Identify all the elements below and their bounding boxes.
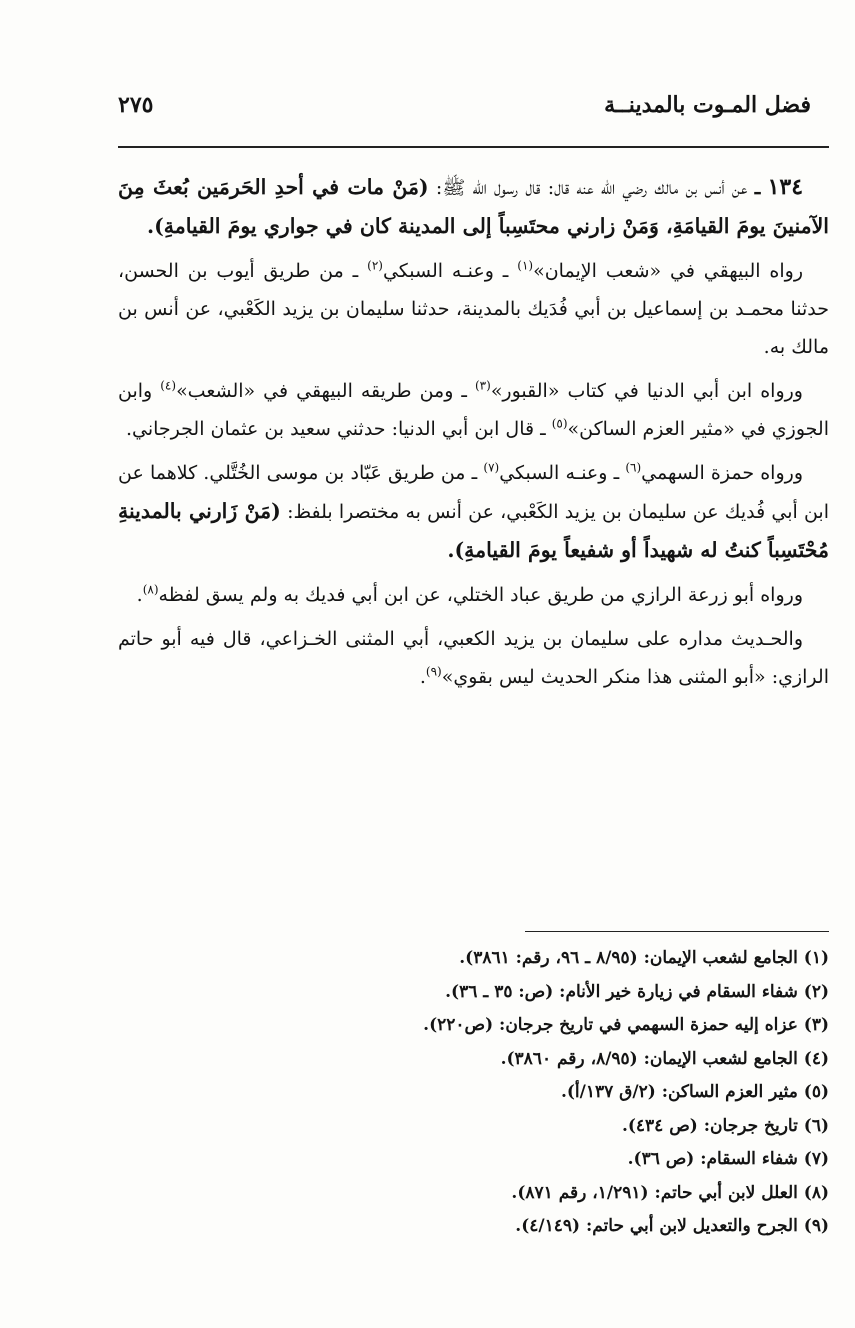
footnote-ref-5[interactable]: (٥) (551, 416, 568, 431)
footnote-item: (٦) تاريخ جرجان: (ص ٤٣٤). (621, 1115, 829, 1136)
p2-text-c: وابن الجوزي في «مثير العزم الساكن» (118, 380, 829, 440)
footnotes-list (118, 942, 829, 1244)
p2-text-b: ـ ومن طريقه البيهقي في «الشعب» (176, 380, 467, 402)
paragraph-5 (118, 620, 829, 696)
header-divider (118, 146, 829, 148)
footnote-ref-9[interactable]: (٩) (425, 664, 442, 679)
hadith-number: ١٣٤ (767, 174, 804, 200)
p5-text-a: والحـديث مداره على سليمان بن يزيد الكعبي، أبي المثنى الخـزاعي، قال فيه أبو حاتم الرازي: «أبو المثنى هذا منكر الحديث ليس بقوي» (118, 628, 829, 688)
hadith-dash: ـ (754, 177, 761, 199)
p1-text-a: رواه البيهقي في «شعب الإيمان» (533, 260, 803, 282)
paragraph-3 (118, 454, 829, 570)
paragraph-4 (118, 576, 829, 614)
p4-text-b: . (136, 584, 143, 606)
footnote-ref-1[interactable]: (١) (517, 258, 534, 273)
hadith-text: (مَنْ مات في أحدِ الحَرمَين بُعثَ مِنَ الآمنينَ يومَ القيامَةِ، وَمَنْ زارني محتَسِباً إلى المدينة كان في جواري يومَ القيامةِ). (118, 175, 829, 238)
p2-text-d: ـ قال ابن أبي الدنيا: حدثني سعيد بن عثمان الجرجاني. (125, 418, 546, 440)
footnote-item: (١) الجامع لشعب الإيمان: (٨/٩٥ ـ ٩٦، رقم: ٣٨٦١). (459, 948, 829, 968)
paragraph-1 (118, 252, 829, 366)
footnote-item: (٨) العلل لابن أبي حاتم: (١/٢٩١، رقم ٨٧١). (511, 1182, 829, 1203)
footnote-ref-8[interactable]: (٨) (142, 582, 159, 597)
hadith-intro: عن أنس بن مالك رضي الله عنه قال: قال رسول الله ﷺ: (435, 177, 748, 199)
running-title: فضل المـوت بالمدينــة (604, 92, 811, 118)
footnote-item: (٩) الجرح والتعديل لابن أبي حاتم: (٤/١٤٩). (515, 1216, 829, 1236)
p1-text-c: ـ من طريق أيوب بن الحسن، حدثنا محمـد بن إسماعيل بن أبي فُدَيك بالمدينة، حدثنا سليمان بن يزيد الكَعْبي، عن أنس بن مالك به. (118, 260, 829, 358)
footnote-item: (٢) شفاء السقام في زيارة خير الأنام: (ص: ٣٥ ـ ٣٦). (445, 981, 829, 1002)
footnote-divider (525, 931, 829, 932)
p3-text-c: ـ من طريق عَبّاد بن موسى الخُتَّلي. كلاهما عن ابن أبي فُديك عن سليمان بن يزيد الكَعْبي، عن أنس به مختصرا بلفظ: (118, 462, 829, 523)
p3-quote: (مَنْ زَارني بالمدينةِ مُحْتَسِباً كنتُ له شهيداً أو شفيعاً يومَ القيامةِ). (118, 499, 829, 562)
footnote-item: (٣) عزاه إليه حمزة السهمي في تاريخ جرجان: (ص٢٢٠). (423, 1015, 829, 1035)
p1-text-b: ـ وعنـه السبكي (382, 260, 509, 282)
hadith-paragraph (118, 168, 829, 246)
footnote-ref-3[interactable]: (٣) (474, 378, 491, 393)
footnote-ref-4[interactable]: (٤) (160, 378, 177, 393)
paragraph-2 (118, 372, 829, 448)
p3-text-a: ورواه حمزة السهمي (641, 462, 803, 484)
p5-text-b: . (419, 666, 426, 688)
footnote-ref-7[interactable]: (٧) (483, 460, 500, 475)
p2-text-a: ورواه ابن أبي الدنيا في كتاب «القبور» (490, 380, 803, 402)
p3-text-b: ـ وعنـه السبكي (499, 462, 620, 484)
page-header (118, 92, 811, 128)
footnote-item: (٥) مثير العزم الساكن: (٢/ق ١٣٧/أ). (560, 1082, 829, 1102)
p4-text-a: ورواه أبو زرعة الرازي من طريق عباد الختلي، عن ابن أبي فديك به ولم يسق لفظه (158, 584, 803, 606)
main-text (118, 168, 829, 702)
footnote-item: (٧) شفاء السقام: (ص ٣٦). (627, 1149, 829, 1169)
footnote-item: (٤) الجامع لشعب الإيمان: (٨/٩٥، رقم ٣٨٦٠). (500, 1048, 829, 1069)
footnote-ref-2[interactable]: (٢) (367, 258, 383, 273)
page-number: ٢٧٥ (118, 92, 154, 118)
footnote-ref-6[interactable]: (٦) (625, 460, 642, 475)
